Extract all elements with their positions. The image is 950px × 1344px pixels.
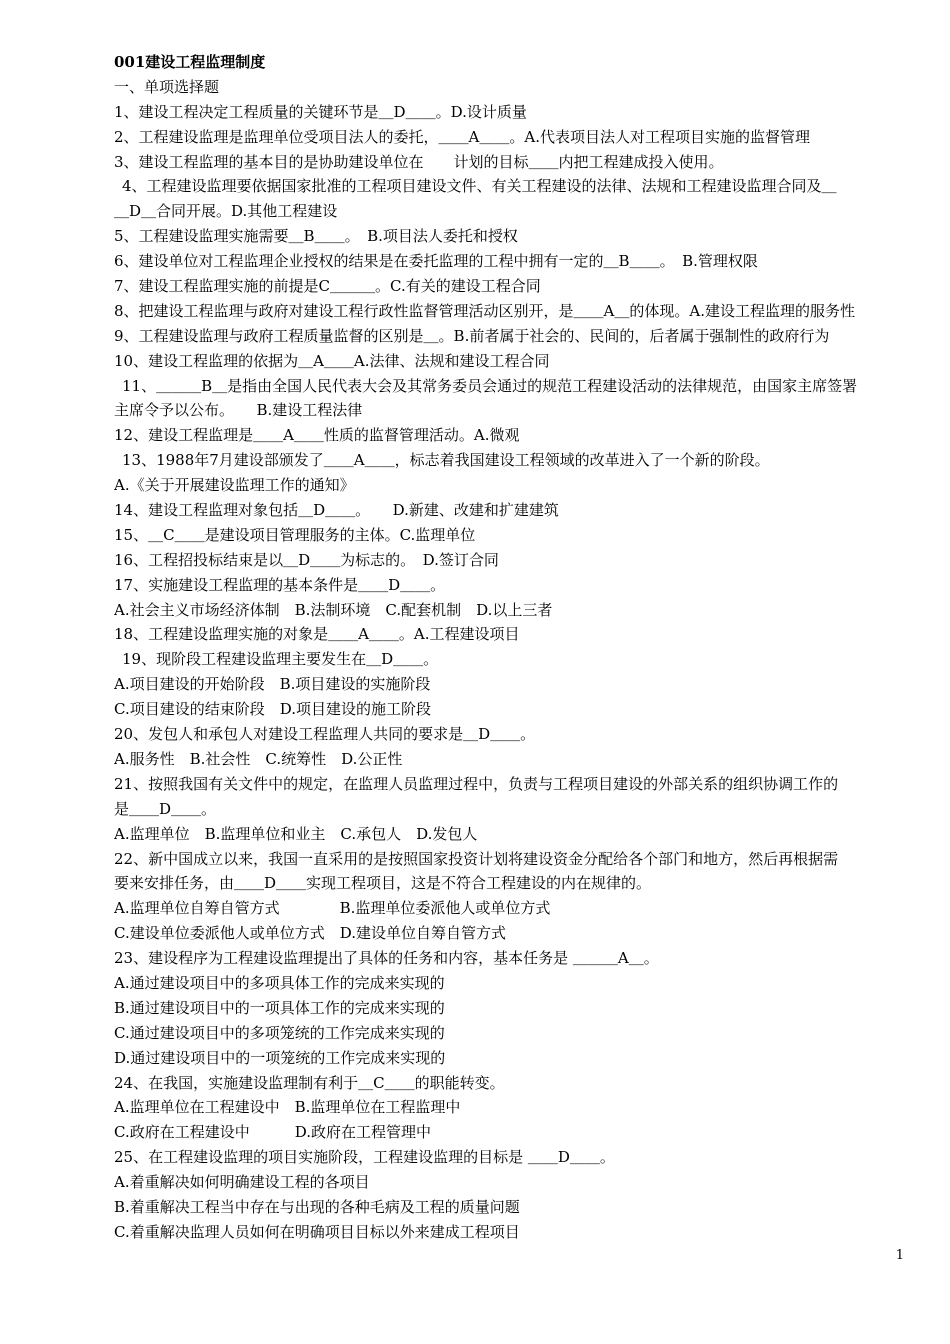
question-line: 24、在我国，实施建设监理制有利于＿C＿＿的职能转变。 <box>114 1073 505 1092</box>
question-line: 5、工程建设监理实施需要＿B＿＿。 B.项目法人委托和授权 <box>114 227 518 246</box>
question-line: 2、工程建设监理是监理单位受项目法人的委托，＿＿A＿＿。A.代表项目法人对工程项目实施的监督管理 <box>114 127 810 146</box>
option-line: A.监理单位 B.监理单位和业主 C.承包人 D.发包人 <box>114 824 478 843</box>
option-line: C.项目建设的结束阶段 D.项目建设的施工阶段 <box>114 700 431 719</box>
question-line: 6、建设单位对工程监理企业授权的结果是在委托监理的工程中拥有一定的＿B＿＿。 B.管理权限 <box>114 252 758 271</box>
question-line: 20、发包人和承包人对建设工程监理人共同的要求是＿D＿＿。 <box>114 725 536 744</box>
question-line: 22、新中国成立以来，我国一直采用的是按照国家投资计划将建设资金分配给各个部门和地方，然后再根据需 <box>114 849 839 868</box>
option-line: C.政府在工程建设中 D.政府在工程管理中 <box>114 1123 431 1142</box>
question-line: 25、在工程建设监理的项目实施阶段，工程建设监理的目标是 ＿＿D＿＿。 <box>114 1148 615 1167</box>
option-line: A.监理单位自筹自管方式 B.监理单位委派他人或单位方式 <box>114 899 551 918</box>
question-line: 主席令予以公布。 B.建设工程法律 <box>114 401 363 420</box>
question-line: 14、建设工程监理对象包括＿D＿＿。 D.新建、改建和扩建建筑 <box>114 501 559 520</box>
document-body <box>114 50 909 1245</box>
option-line: A.通过建设项目中的多项具体工作的完成来实现的 <box>114 973 445 992</box>
document-title: 001建设工程监理制度 <box>114 53 266 71</box>
question-line: 21、按照我国有关文件中的规定，在监理人员监理过程中，负责与工程项目建设的外部关系的组织协调工作的 <box>114 774 839 793</box>
question-line: 18、工程建设监理实施的对象是＿＿A＿＿。A.工程建设项目 <box>114 625 520 644</box>
question-line: 13、1988年7月建设部颁发了＿＿A＿＿，标志着我国建设工程领域的改革进入了一个新的阶段。 <box>122 451 770 470</box>
question-line: 12、建设工程监理是＿＿A＿＿性质的监督管理活动。A.微观 <box>114 426 520 445</box>
option-line: B.着重解决工程当中存在与出现的各种毛病及工程的质量问题 <box>114 1197 520 1216</box>
question-line: 19、现阶段工程建设监理主要发生在＿D＿＿。 <box>122 650 439 669</box>
section-heading: 一、单项选择题 <box>114 77 220 96</box>
question-line: 10、建设工程监理的依据为＿A＿＿A.法律、法规和建设工程合同 <box>114 351 550 370</box>
option-line: B.通过建设项目中的一项具体工作的完成来实现的 <box>114 998 445 1017</box>
option-line: A.服务性 B.社会性 C.统筹性 D.公正性 <box>114 749 403 768</box>
question-line: ＿D＿合同开展。D.其他工程建设 <box>114 202 338 221</box>
question-line: 11、＿＿＿B＿是指由全国人民代表大会及其常务委员会通过的规范工程建设活动的法律规范，由国家主席签署 <box>122 376 858 395</box>
question-line: 16、工程招投标结束是以＿D＿＿为标志的。 D.签订合同 <box>114 550 499 569</box>
question-line: 23、建设程序为工程建设监理提出了具体的任务和内容，基本任务是 ＿＿＿A＿。 <box>114 949 659 968</box>
option-line: C.着重解决监理人员如何在明确项目目标以外来建成工程项目 <box>114 1222 520 1241</box>
option-line: A.监理单位在工程建设中 B.监理单位在工程监理中 <box>114 1098 461 1117</box>
page-number: 1 <box>895 1248 904 1263</box>
option-line: D.通过建设项目中的一项笼统的工作完成来实现的 <box>114 1048 446 1067</box>
question-line: 15、＿C＿＿是建设项目管理服务的主体。C.监理单位 <box>114 525 476 544</box>
option-line: C.建设单位委派他人或单位方式 D.建设单位自筹自管方式 <box>114 924 506 943</box>
option-line: A.项目建设的开始阶段 B.项目建设的实施阶段 <box>114 675 431 694</box>
question-line: 3、建设工程监理的基本目的是协助建设单位在 计划的目标＿＿内把工程建成投入使用。 <box>114 152 724 171</box>
option-line: A.《关于开展建设监理工作的通知》 <box>114 476 355 495</box>
question-line: 4、工程建设监理要依据国家批准的工程项目建设文件、有关工程建设的法律、法规和工程建设监理合同及＿ <box>122 177 837 196</box>
option-line: A.社会主义市场经济体制 B.法制环境 C.配套机制 D.以上三者 <box>114 600 553 619</box>
question-line: 是＿＿D＿＿。 <box>114 799 217 818</box>
question-line: 7、建设工程监理实施的前提是C＿＿＿。C.有关的建设工程合同 <box>114 277 541 296</box>
question-line: 要来安排任务，由＿＿D＿＿实现工程项目，这是不符合工程建设的内在规律的。 <box>114 874 652 893</box>
question-line: 9、工程建设监理与政府工程质量监督的区别是＿。B.前者属于社会的、民间的，后者属于强制性的政府行为 <box>114 326 830 345</box>
question-line: 1、建设工程决定工程质量的关键环节是＿D＿＿。D.设计质量 <box>114 102 527 121</box>
option-line: C.通过建设项目中的多项笼统的工作完成来实现的 <box>114 1023 445 1042</box>
option-line: A.着重解决如何明确建设工程的各项目 <box>114 1173 370 1192</box>
question-line: 8、把建设工程监理与政府对建设工程行政性监督管理活动区别开，是＿＿A＿的体现。A.建设工程监理的服务性 <box>114 301 855 320</box>
question-line: 17、实施建设工程监理的基本条件是＿＿D＿＿。 <box>114 575 446 594</box>
